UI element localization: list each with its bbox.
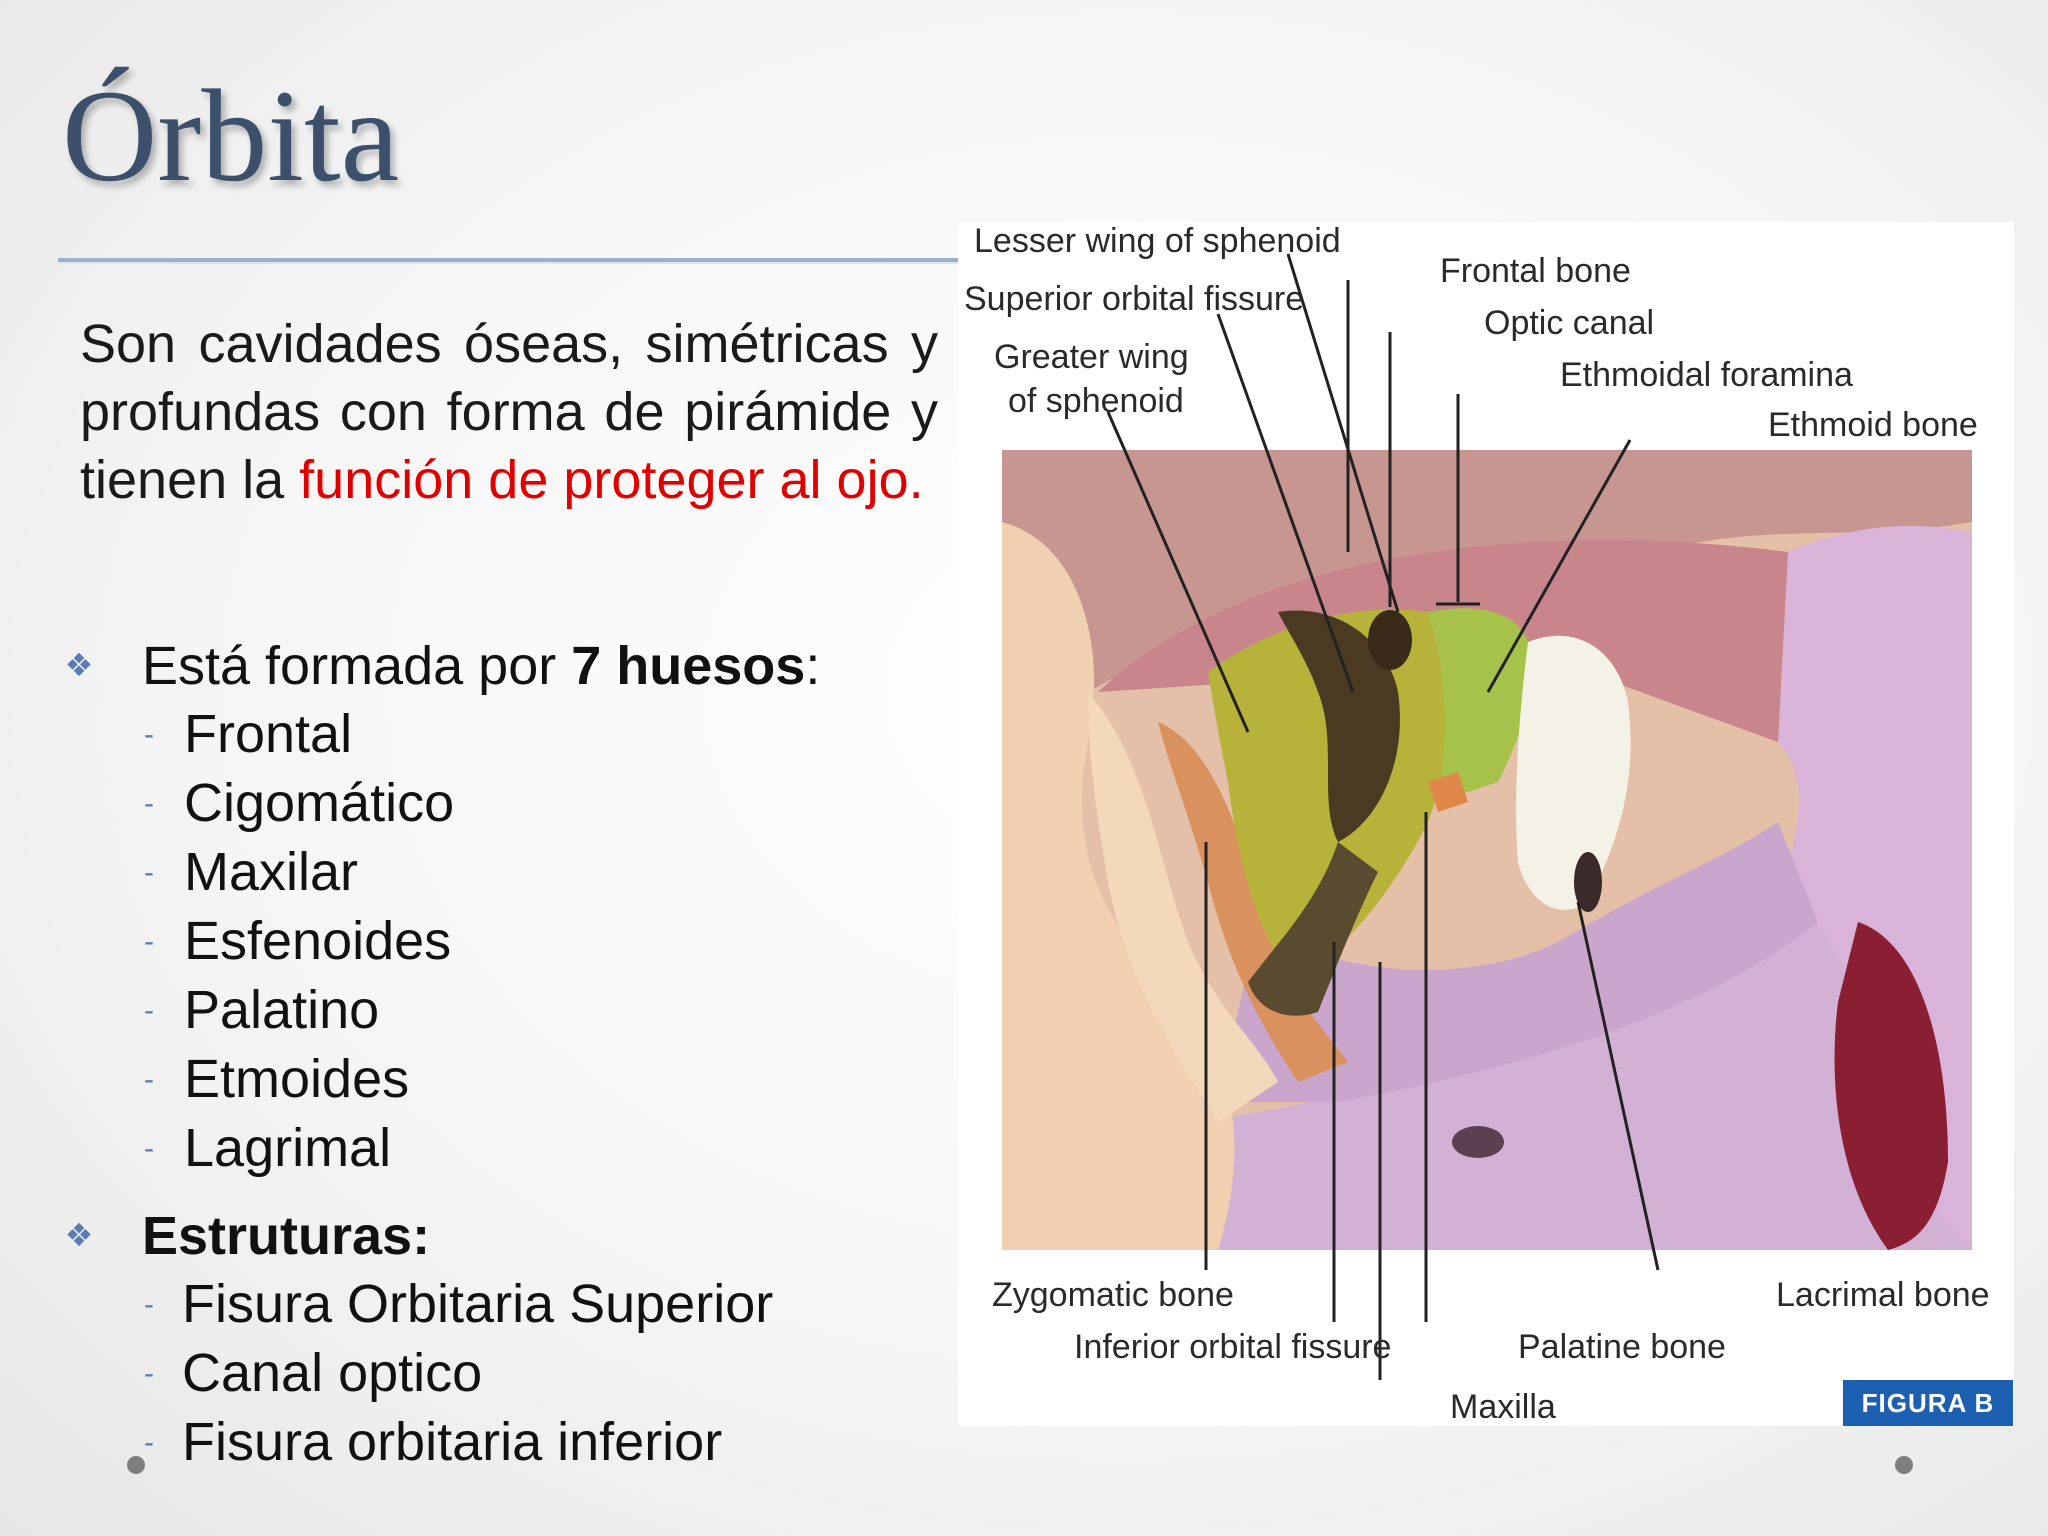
bones-list <box>62 700 922 1183</box>
bone-label: Esfenoides <box>184 911 452 971</box>
list-item <box>62 700 922 769</box>
bone-label: Lagrimal <box>184 1118 392 1178</box>
dash-icon: - <box>144 718 154 751</box>
dash-icon: - <box>144 1288 154 1321</box>
diamond-bullet-icon: ❖ <box>64 1216 94 1254</box>
list-item <box>62 907 922 976</box>
label-ethmoid-bone: Ethmoid bone <box>1768 406 1978 444</box>
label-lesser-wing: Lesser wing of sphenoid <box>974 222 1341 260</box>
optic-canal-region <box>1368 610 1412 670</box>
list-item <box>62 1408 922 1477</box>
dash-icon: - <box>144 1063 154 1096</box>
bone-label: Maxilar <box>184 842 359 902</box>
intro-highlight: función de proteger al ojo. <box>299 450 924 510</box>
dash-icon: - <box>144 856 154 889</box>
intro-text: Son cavidades óseas, simétricas y profundas con forma de pirámide y tienen la <box>80 314 938 510</box>
list-item <box>62 1270 922 1339</box>
bone-label: Frontal <box>184 704 353 764</box>
list-item <box>62 769 922 838</box>
infraorbital-foramen <box>1452 1126 1504 1158</box>
dash-icon: - <box>144 1132 154 1165</box>
dash-icon: - <box>144 1426 154 1459</box>
list-item <box>62 1339 922 1408</box>
bone-label: Cigomático <box>184 773 455 833</box>
list-item <box>62 1114 922 1183</box>
label-frontal-bone: Frontal bone <box>1440 252 1631 290</box>
structures-section <box>62 1202 922 1477</box>
diamond-bullet-icon: ❖ <box>64 646 94 684</box>
bone-label: Palatino <box>184 980 380 1040</box>
intro-paragraph <box>80 310 938 514</box>
label-optic-canal: Optic canal <box>1484 304 1655 342</box>
dash-icon: - <box>144 1357 154 1390</box>
title-divider <box>58 258 958 264</box>
dash-icon: - <box>144 787 154 820</box>
bones-bullet <box>62 632 922 700</box>
list-item <box>62 976 922 1045</box>
structures-list <box>62 1270 922 1477</box>
label-greater-wing-2: of sphenoid <box>1008 382 1184 420</box>
structures-heading <box>142 1202 430 1270</box>
list-item <box>62 838 922 907</box>
dash-icon: - <box>144 925 154 958</box>
bones-suffix: : <box>805 636 821 696</box>
bones-count: 7 huesos <box>571 636 806 696</box>
structures-bullet <box>62 1202 922 1270</box>
structure-label: Fisura Orbitaria Superior <box>182 1274 774 1334</box>
label-lacrimal-bone: Lacrimal bone <box>1776 1276 1990 1314</box>
list-item <box>62 1045 922 1114</box>
slide-corner-dot <box>127 1456 145 1474</box>
label-zygomatic-bone: Zygomatic bone <box>992 1276 1234 1314</box>
orbit-anatomy-figure <box>958 222 2014 1426</box>
label-maxilla: Maxilla <box>1450 1388 1556 1426</box>
slide-corner-dot <box>1895 1456 1913 1474</box>
label-ethmoidal-foramina: Ethmoidal foramina <box>1560 356 1853 394</box>
bone-label: Etmoides <box>184 1049 410 1109</box>
bones-heading <box>142 632 820 700</box>
slide-title: Órbita <box>62 62 400 209</box>
label-superior-fissure: Superior orbital fissure <box>964 280 1305 318</box>
structures-label: Estruturas: <box>142 1206 431 1266</box>
bones-prefix: Está formada por <box>142 636 572 696</box>
figure-badge: FIGURA B <box>1843 1380 2013 1426</box>
label-greater-wing: Greater wing <box>994 338 1189 376</box>
label-inferior-fissure: Inferior orbital fissure <box>1074 1328 1392 1366</box>
structure-label: Canal optico <box>182 1343 483 1403</box>
structure-label: Fisura orbitaria inferior <box>182 1412 723 1472</box>
bones-section <box>62 632 922 1183</box>
dash-icon: - <box>144 994 154 1027</box>
label-palatine-bone: Palatine bone <box>1518 1328 1726 1366</box>
